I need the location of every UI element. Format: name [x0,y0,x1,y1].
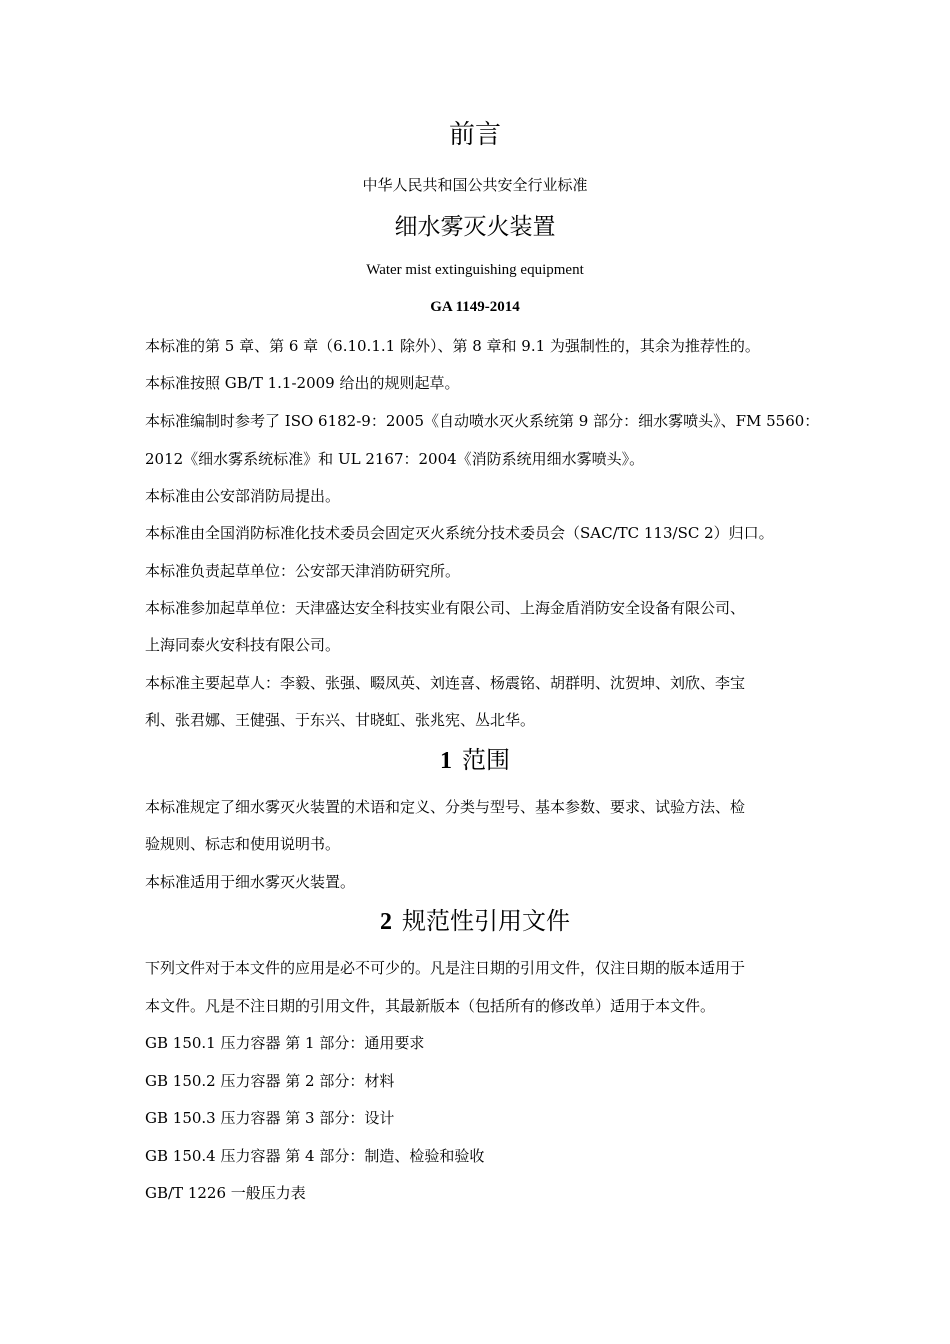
foreword-line: 本标准编制时参考了 ISO 6182-9：2005《自动喷水灭火系统第 9 部分：细水雾喷头》、FM 5560： [145,412,820,430]
reference-item: GB 150.2 压力容器 第 2 部分：材料 [145,1072,395,1090]
section-2-number: 2 [380,909,392,935]
section-1-line: 验规则、标志和使用说明书。 [145,835,341,853]
section-1-line: 本标准适用于细水雾灭火装置。 [145,873,356,891]
section-1-number: 1 [440,748,452,774]
foreword-line: 本标准由全国消防标准化技术委员会固定灭火系统分技术委员会（SAC/TC 113/SC 2）归口。 [145,524,774,542]
foreword-line: 本标准由公安部消防局提出。 [145,487,341,505]
section-2-line: 下列文件对于本文件的应用是必不可少的。凡是注日期的引用文件，仅注日期的版本适用于 [145,959,746,977]
section-2-title: 规范性引用文件 [402,907,570,935]
foreword-heading: 前言 [448,120,501,150]
foreword-line: 利、张君娜、王健强、于东兴、甘晓虹、张兆宪、丛北华。 [145,711,536,729]
reference-item: GB 150.3 压力容器 第 3 部分：设计 [145,1109,395,1127]
reference-item: GB/T 1226 一般压力表 [145,1184,306,1202]
standard-code: GA 1149-2014 [430,299,520,315]
foreword-line: 本标准参加起草单位：天津盛达安全科技实业有限公司、上海金盾消防安全设备有限公司、 [145,599,746,617]
section-2-heading [0,901,950,936]
publisher-line: 中华人民共和国公共安全行业标准 [362,176,588,194]
foreword-line: 2012《细水雾系统标准》和 UL 2167：2004《消防系统用细水雾喷头》。 [145,450,645,468]
standard-title-en: Water mist extinguishing equipment [366,262,584,278]
section-2-line: 本文件。凡是不注日期的引用文件，其最新版本（包括所有的修改单）适用于本文件。 [145,997,716,1015]
foreword-line: 本标准负责起草单位：公安部天津消防研究所。 [145,562,461,580]
foreword-line: 本标准的第 5 章、第 6 章（6.10.1.1 除外）、第 8 章和 9.1 为强制性的，其余为推荐性的。 [145,337,760,355]
foreword-line: 上海同泰火安科技有限公司。 [145,636,341,654]
reference-item: GB 150.1 压力容器 第 1 部分：通用要求 [145,1034,425,1052]
standard-title-cn: 细水雾灭火装置 [394,214,556,240]
foreword-line: 本标准主要起草人：李毅、张强、畷凤英、刘连喜、杨震铭、胡群明、沈贺坤、刘欣、李宝 [145,674,746,692]
foreword-line: 本标准按照 GB/T 1.1-2009 给出的规则起草。 [145,374,460,392]
section-1-heading [0,740,950,775]
section-1-line: 本标准规定了细水雾灭火装置的术语和定义、分类与型号、基本参数、要求、试验方法、检 [145,798,746,816]
section-1-title: 范围 [462,746,510,774]
reference-item: GB 150.4 压力容器 第 4 部分：制造、检验和验收 [145,1147,485,1165]
